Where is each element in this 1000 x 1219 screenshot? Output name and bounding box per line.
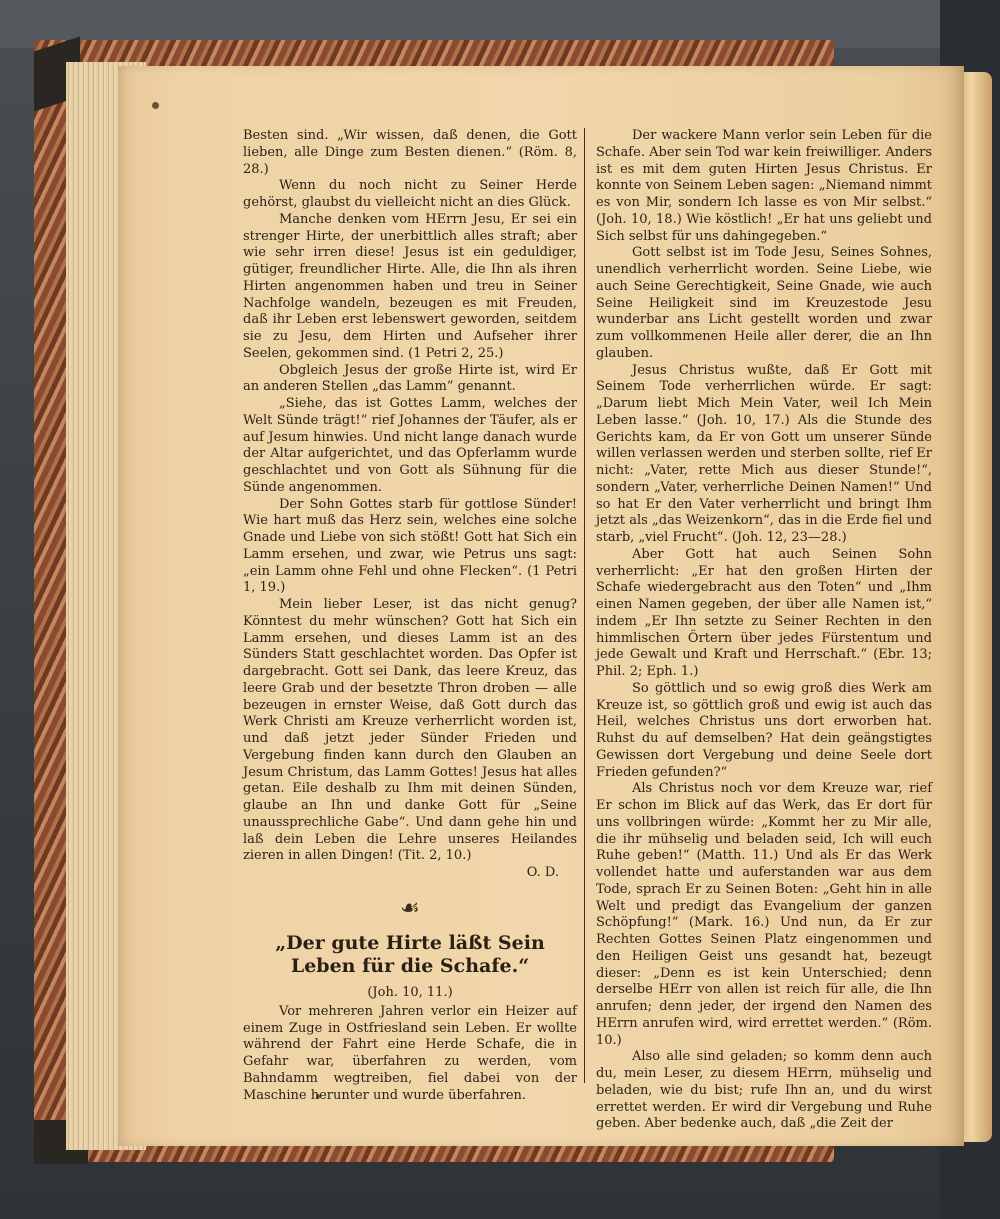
paragraph: Obgleich Jesus der große Hirte ist, wird Er an anderen Stellen „das Lamm“ genannt. bbox=[243, 362, 577, 395]
left-column bbox=[243, 128, 577, 1104]
paragraph: Also alle sind geladen; so komm denn auch du, mein Leser, zu diesem HErrn, mühselig und beladen, wie du bist; rufe Ihn an, und du wirst errettet werden. Er wird dir Vergebung und Ruhe geben. Aber bedenke auch, daß „die Zeit der bbox=[596, 1049, 932, 1132]
ornament: ☙ bbox=[400, 895, 420, 921]
paragraph: Aber Gott hat auch Seinen Sohn verherrlicht: „Er hat den großen Hirten der Schafe wiedergebracht aus den Toten“ und „Ihm einen Namen gegeben, der über alle Namen ist,“ indem „Er Ihn setzte zu Seiner Rechten in den himmlischen Örtern über jedes Fürstentum und jede Gewalt und Kraft und Herrschaft.“ (Ebr. 13; Phil. 2; Eph. 1.) bbox=[596, 546, 932, 679]
paragraph: Manche denken vom HErrn Jesu, Er sei ein strenger Hirte, der unerbittlich alles straft; aber wie sehr irren diese! Jesus ist ein geduldiger, gütiger, freundlicher Hirte. Alle, die Ihn als ihren Hirten angenommen haben und treu in Seiner Nachfolge wandeln, bezeugen es mit Freuden, daß ihr Leben erst lebenswert geworden, seitdem sie zu Jesu, dem Hirten und Aufseher ihrer Seelen, gekommen sind. (1 Petri 2, 25.) bbox=[243, 211, 577, 361]
paper-spot bbox=[152, 102, 159, 109]
column-divider bbox=[584, 128, 585, 1083]
signature: O. D. bbox=[526, 865, 559, 880]
paragraph: Der Sohn Gottes starb für gottlose Sünder! Wie hart muß das Herz sein, welches eine solche Gnade und Liebe von sich stößt! Gott hat Sich ein Lamm ersehen, und zwar, wie Petrus uns sagt: „ein Lamm ohne Fehl und ohne Flecken“. (1 Petri 1, 19.) bbox=[243, 496, 577, 596]
paragraph: Gott selbst ist im Tode Jesu, Seines Sohnes, unendlich verherrlicht worden. Seine Liebe, wie auch Seine Gerechtigkeit, Seine Gnade, wie auch Seine Heiligkeit sind im Kreuzestode Jesu wunderbar ans Licht gestellt worden und zwar zum vollkommenen Heile aller derer, die an Ihn glauben. bbox=[596, 245, 932, 361]
paragraph: Wenn du noch nicht zu Seiner Herde gehörst, glaubst du vielleicht nicht an dies Glück. bbox=[243, 178, 577, 210]
paragraph: Vor mehreren Jahren verlor ein Heizer auf einem Zuge in Ostfriesland sein Leben. Er wollte während der Fahrt eine Herde Schafe, die in Gefahr war, überfahren zu werden, vom Bahndamm wegtreiben, fiel dabei von der Maschine herunter und wurde überfahren. bbox=[243, 1003, 577, 1103]
paragraph: Der wackere Mann verlor sein Leben für die Schafe. Aber sein Tod war kein freiwilliger. Anders ist es mit dem guten Hirten Jesus Christus. Er konnte von Seinem Leben sagen: „Niemand nimmt es von Mir, sondern Ich lasse es von Mir selbst.“ (Joh. 10, 18.) Wie köstlich! „Er hat uns geliebt und Sich selbst für uns dahingegeben.“ bbox=[596, 128, 932, 244]
paragraph: Jesus Christus wußte, daß Er Gott mit Seinem Tode verherrlichen würde. Er sagt: „Darum liebt Mich Mein Vater, weil Ich Mein Leben lasse.“ (Joh. 10, 17.) Als die Stunde des Gerichts kam, da Er von Gott um unserer Sünde willen verlassen werden und sterben sollte, rief Er nicht: „Vater, rette Mich aus dieser Stunde!“, sondern „Vater, verherrliche Deinen Namen!“ Und so hat Er den Vater verherrlicht und bringt Ihm jetzt als „das Weizenkorn“, das in die Erde fiel und starb, „viel Frucht“. (Joh. 12, 23—28.) bbox=[596, 362, 932, 545]
paragraph: So göttlich und so ewig groß dies Werk am Kreuze ist, so göttlich groß und ewig ist auch das Heil, welches Christus uns dort erworben hat. Ruhst du auf demselben? Hat dein geängstigtes Gewissen dort Vergebung und deine Seele dort Frieden gefunden?“ bbox=[596, 680, 932, 780]
paragraph: Besten sind. „Wir wissen, daß denen, die Gott lieben, alle Dinge zum Besten dienen.“ (Röm. 8, 28.) bbox=[243, 128, 577, 177]
right-column bbox=[596, 128, 932, 1133]
section-headline: „Der gute Hirte läßt Sein Leben für die Schafe.“ bbox=[275, 931, 545, 977]
paragraph: „Siehe, das ist Gottes Lamm, welches der Welt Sünde trägt!“ rief Johannes der Täufer, als er auf Jesum hinwies. Und nicht lange danach wurde der Altar aufgerichtet, und das Opferlamm wurde geschlachtet und von Gott als Sühnung für die Sünde angenommen. bbox=[243, 396, 577, 495]
headline-reference: (Joh. 10, 11.) bbox=[367, 984, 453, 1000]
paragraph: Als Christus noch vor dem Kreuze war, rief Er schon im Blick auf das Werk, das Er dort für uns vollbringen würde: „Kommt her zu Mir alle, die ihr mühselig und beladen seid, Ich will euch Ruhe geben!“ (Matth. 11.) Und als Er das Werk vollendet hatte und auferstanden war aus dem Tode, sprach Er zu Seinen Boten: „Geht hin in alle Welt und predigt das Evangelium der ganzen Schöpfung!“ (Mark. 16.) Und nun, da Er zur Rechten Gottes Seinen Platz eingenommen und den Heiligen Geist uns gesandt hat, bezeugt dieser: „Denn es ist kein Unterschied; denn derselbe HErr von allen ist reich für alle, die Ihn anrufen; denn jeder, der irgend den Namen des HErrn anrufen wird, wird errettet werden.“ (Röm. 10.) bbox=[596, 781, 932, 1048]
paragraph: Mein lieber Leser, ist das nicht genug? Könntest du mehr wünschen? Gott hat Sich ein Lamm ersehen, und dieses Lamm ist an des Sünders Statt geschlachtet worden. Das Opfer ist dargebracht. Gott sei Dank, das leere Kreuz, das leere Grab und der besetzte Thron droben — alle bezeugen in ernster Weise, daß Gott durch das Werk Christi am Kreuze verherrlicht worden ist, und daß jetzt jeder Sünder Frieden und Vergebung finden kann durch den Glauben an Jesum Christum, das Lamm Gottes! Jesus hat alles getan. Eile deshalb zu Ihm mit deinen Sünden, glaube an Ihn und danke Gott für „Seine unaussprechliche Gabe“. Und dann gehe hin und laß dein Leben die Lehre unseres Heilandes zieren in allen Dingen! (Tit. 2, 10.) bbox=[243, 597, 577, 864]
